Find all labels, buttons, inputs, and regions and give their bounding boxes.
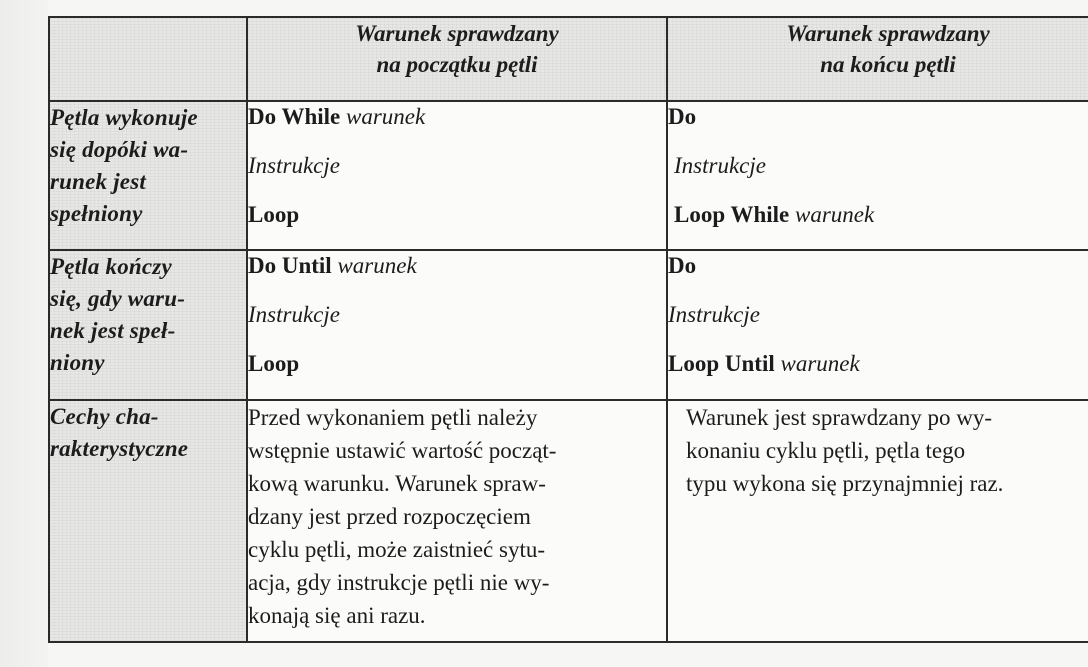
row-label-line: się dopóki wa- [50,137,189,162]
argument: warunek [780,351,860,376]
corner-cell [49,17,247,101]
description-line: wstępnie ustawić wartość począt- [248,438,557,463]
cell-do-while [247,101,667,250]
code-line [668,349,1088,398]
row-label-line: spełniony [50,201,143,226]
code-line [248,102,666,151]
description-line: kową warunku. Warunek spraw- [248,471,546,496]
table-row-while [49,101,1088,250]
code-line: Instrukcje [674,153,766,178]
header-start-check [247,17,667,101]
row-label-line: Pętla kończy [50,254,172,279]
code-line: Instrukcje [668,302,760,327]
keyword: Do While [248,104,341,129]
header-end-line2: na końcu pętli [820,52,956,77]
table-row-until [49,250,1088,400]
table-row-features [49,400,1088,642]
description-line: konaniu cyklu pętli, pętla tego [686,438,966,463]
description-line: Przed wykonaniem pętli należy [248,405,538,430]
row-label-features [49,400,247,642]
argument: warunek [795,202,875,227]
row-label-line: runek jest [50,169,146,194]
description-line: acja, gdy instrukcje pętli nie wy- [248,570,550,595]
row-label-while [49,101,247,250]
row-label-line: się, gdy waru- [50,286,186,311]
page-margin [0,0,48,667]
features-start-check [247,400,667,642]
code-line: Instrukcje [248,153,340,178]
row-label-line: rakterystyczne [50,436,189,461]
cell-loop-while [667,101,1088,250]
header-end-check [667,17,1088,101]
argument: warunek [337,253,417,278]
keyword: Loop While [674,202,790,227]
cell-loop-until [667,250,1088,400]
header-start-line1: Warunek sprawdzany [355,21,559,46]
row-label-line: nek jest speł- [50,318,176,343]
features-end-check [667,400,1088,642]
description-line: typu wykona się przynajmniej raz. [686,471,1004,496]
code-line [248,251,666,300]
description-line: Warunek jest sprawdzany po wy- [686,405,992,430]
row-label-line: Cechy cha- [50,404,159,429]
keyword: Loop Until [668,351,775,376]
code-line: Instrukcje [248,302,340,327]
row-label-line: niony [50,350,105,375]
row-label-until [49,250,247,400]
loop-comparison-table [48,16,1088,643]
argument: warunek [345,104,426,129]
cell-do-until [247,250,667,400]
row-label-line: Pętla wykonuje [50,105,198,130]
code-line: Loop [248,202,300,227]
code-line: Loop [248,351,300,376]
code-line: Do [668,253,697,278]
header-row [49,17,1088,101]
keyword: Do Until [248,253,332,278]
header-start-line2: na początku pętli [376,52,538,77]
description-line: konają się ani razu. [248,603,426,628]
code-line: Do [668,104,697,129]
code-line [668,200,1088,249]
description-line: dzany jest przed rozpoczęciem [248,504,531,529]
header-end-line1: Warunek sprawdzany [786,21,990,46]
description-line: cyklu pętli, może zaistnieć sytu- [248,537,545,562]
